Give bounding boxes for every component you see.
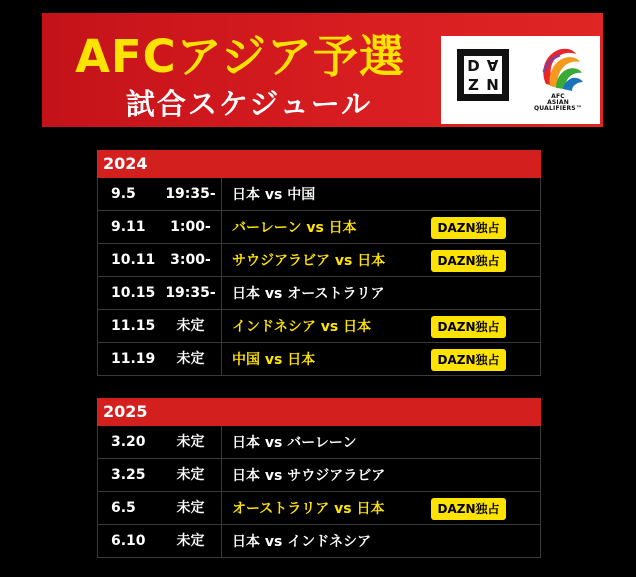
match-time: 未定	[160, 343, 222, 375]
dazn-logo-letter: A	[486, 56, 499, 75]
match-row	[97, 211, 541, 244]
match-row	[97, 277, 541, 310]
match-date: 6.5	[111, 500, 136, 516]
match-time: 3:00-	[160, 244, 222, 276]
match-teams: インドネシア vs 日本	[232, 319, 372, 335]
header-banner	[42, 13, 603, 127]
match-row	[97, 459, 541, 492]
afc-emblem-icon	[526, 42, 590, 94]
logo-panel	[441, 36, 600, 124]
match-teams: 日本 vs バーレーン	[232, 435, 357, 451]
match-date: 3.20	[111, 434, 146, 450]
match-time: 19:35-	[160, 178, 222, 210]
match-date: 10.11	[111, 252, 156, 268]
match-teams: 日本 vs インドネシア	[232, 534, 372, 550]
match-time: 19:35-	[160, 277, 222, 309]
match-time: 未定	[160, 459, 222, 491]
dazn-logo-letter: D	[467, 56, 480, 75]
afc-logo-text: ASIAN	[547, 99, 569, 106]
afc-logo-text: AFC	[551, 93, 565, 100]
dazn-exclusive-badge: DAZN独占	[431, 498, 506, 520]
match-date: 11.15	[111, 318, 156, 334]
match-teams: バーレーン vs 日本	[232, 220, 357, 236]
match-time: 未定	[160, 310, 222, 342]
match-teams: 日本 vs サウジアラビア	[232, 468, 386, 484]
match-time: 1:00-	[160, 211, 222, 243]
schedule-2024	[97, 150, 541, 376]
dazn-logo-letter: N	[486, 75, 499, 94]
afc-asian-qualifiers-logo-icon	[526, 42, 590, 118]
schedule-2025	[97, 398, 541, 558]
match-row	[97, 244, 541, 277]
match-teams: サウジアラビア vs 日本	[232, 253, 386, 269]
match-time: 未定	[160, 492, 222, 524]
dazn-logo-icon	[457, 49, 509, 101]
page-subtitle: 試合スケジュール	[125, 87, 373, 121]
match-time: 未定	[160, 426, 222, 458]
year-header: 2025	[97, 398, 541, 426]
match-row	[97, 492, 541, 525]
match-date: 10.15	[111, 285, 156, 301]
match-date: 9.5	[111, 186, 136, 202]
dazn-exclusive-badge: DAZN独占	[431, 316, 506, 338]
match-row	[97, 310, 541, 343]
match-teams: 中国 vs 日本	[232, 352, 316, 368]
page-title: AFCアジア予選	[75, 30, 405, 83]
match-date: 3.25	[111, 467, 146, 483]
match-row	[97, 343, 541, 376]
dazn-exclusive-badge: DAZN独占	[431, 250, 506, 272]
match-teams: 日本 vs オーストラリア	[232, 286, 385, 302]
match-row	[97, 426, 541, 459]
match-date: 9.11	[111, 219, 146, 235]
match-teams: 日本 vs 中国	[232, 187, 316, 203]
match-date: 11.19	[111, 351, 156, 367]
match-row	[97, 525, 541, 558]
afc-logo-text: QUALIFIERS™	[533, 105, 583, 112]
match-teams: オーストラリア vs 日本	[232, 501, 385, 517]
dazn-logo-letter: Z	[468, 75, 479, 94]
match-date: 6.10	[111, 533, 146, 549]
match-time: 未定	[160, 525, 222, 557]
match-row	[97, 178, 541, 211]
dazn-exclusive-badge: DAZN独占	[431, 349, 506, 371]
dazn-exclusive-badge: DAZN独占	[431, 217, 506, 239]
year-header: 2024	[97, 150, 541, 178]
